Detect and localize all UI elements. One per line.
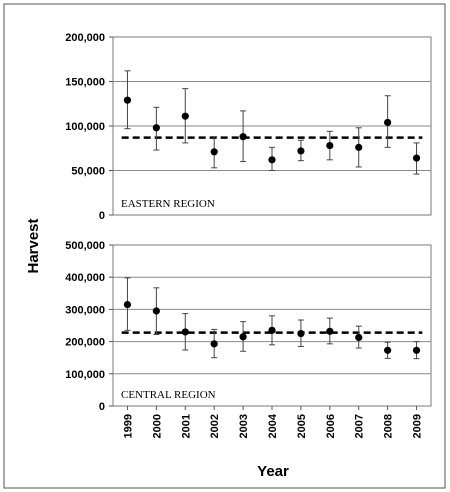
central-y-tick-label: 200,000 bbox=[65, 336, 105, 349]
central-y-tick-label: 400,000 bbox=[65, 272, 105, 285]
x-axis-label: Year bbox=[257, 463, 289, 480]
eastern-data-point bbox=[326, 142, 333, 149]
eastern-data-point bbox=[268, 156, 275, 163]
eastern-data-point bbox=[413, 154, 420, 161]
central-region-label: CENTRAL REGION bbox=[121, 389, 216, 401]
central-y-tick-label: 100,000 bbox=[65, 368, 105, 381]
eastern-data-point bbox=[124, 97, 131, 104]
x-tick-label: 2001 bbox=[180, 414, 193, 439]
central-region-panel bbox=[65, 240, 431, 413]
central-data-point bbox=[268, 327, 275, 334]
central-data-point bbox=[413, 347, 420, 354]
eastern-region-panel bbox=[65, 32, 431, 222]
eastern-data-point bbox=[239, 133, 246, 140]
central-data-point bbox=[384, 347, 391, 354]
x-tick-label: 1999 bbox=[122, 414, 135, 439]
eastern-data-point bbox=[384, 119, 391, 126]
y-axis-label: Harvest bbox=[25, 218, 42, 274]
x-tick-label: 2006 bbox=[324, 414, 337, 439]
central-data-point bbox=[153, 307, 160, 314]
central-data-point bbox=[297, 330, 304, 337]
central-data-point bbox=[182, 328, 189, 335]
x-tick-label: 2007 bbox=[353, 414, 366, 439]
x-tick-label: 2009 bbox=[411, 414, 424, 439]
central-data-point bbox=[211, 340, 218, 347]
eastern-data-point bbox=[153, 124, 160, 131]
eastern-data-point bbox=[182, 113, 189, 120]
eastern-y-tick-label: 100,000 bbox=[65, 121, 105, 133]
central-data-point bbox=[239, 333, 246, 340]
eastern-y-tick-label: 150,000 bbox=[65, 76, 105, 89]
central-data-point bbox=[124, 301, 131, 308]
central-data-point bbox=[326, 328, 333, 335]
central-y-tick-label: 300,000 bbox=[65, 304, 105, 317]
x-tick-label: 2000 bbox=[151, 414, 164, 439]
eastern-y-tick-label: 0 bbox=[98, 210, 105, 222]
eastern-region-label: EASTERN REGION bbox=[121, 198, 215, 210]
central-data-point bbox=[355, 334, 362, 341]
eastern-y-tick-label: 200,000 bbox=[65, 32, 105, 44]
x-tick-label: 2002 bbox=[209, 414, 222, 439]
central-y-tick-label: 0 bbox=[98, 401, 105, 413]
eastern-y-tick-label: 50,000 bbox=[71, 165, 105, 178]
central-y-tick-label: 500,000 bbox=[65, 240, 105, 252]
eastern-data-point bbox=[355, 144, 362, 151]
x-tick-label: 2008 bbox=[382, 414, 395, 439]
x-tick-label: 2005 bbox=[295, 414, 308, 439]
x-tick-label: 2004 bbox=[267, 414, 279, 439]
x-tick-label: 2003 bbox=[238, 414, 251, 439]
eastern-data-point bbox=[297, 147, 304, 154]
eastern-data-point bbox=[211, 148, 218, 155]
